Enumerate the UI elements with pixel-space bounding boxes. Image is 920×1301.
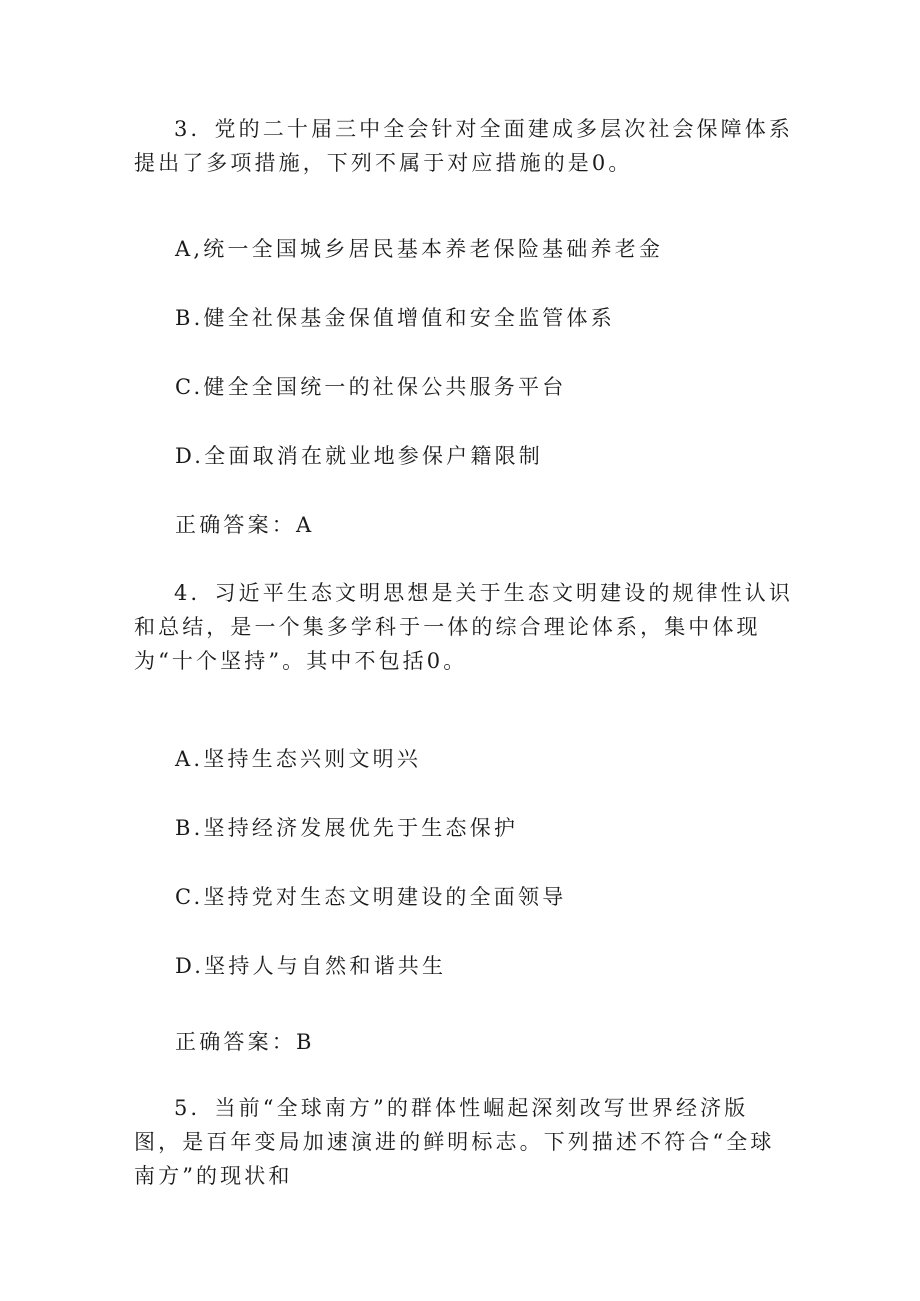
question-4-option-a: A.坚持生态兴则文明兴 <box>175 747 422 771</box>
question-3-option-a: A,统一全国城乡居民基本养老保险基础养老金 <box>175 237 664 261</box>
question-3-answer: 正确答案：A <box>175 513 315 537</box>
question-4-option-c: C.坚持党对生态文明建设的全面领导 <box>175 885 567 909</box>
question-3-stem: 3．党的二十届三中全会针对全面建成多层次社会保障体系提出了多项措施，下列不属于对应措施的是0。 <box>134 117 793 175</box>
question-5-stem: 5．当前“全球南方”的群体性崛起深刻改写世界经济版图，是百年变局加速演进的鲜明标志。下列描述不符合“全球南方”的现状和 <box>134 1096 775 1188</box>
question-4-option-b: B.坚持经济发展优先于生态保护 <box>175 816 519 840</box>
question-3-option-b: B.健全社保基金保值增值和安全监管体系 <box>175 306 615 330</box>
question-3-option-d: D.全面取消在就业地参保户籍限制 <box>175 444 543 468</box>
question-4-answer: 正确答案：B <box>175 1030 315 1054</box>
question-4-option-d: D.坚持人与自然和谐共生 <box>175 954 447 978</box>
question-3-option-c: C.健全全国统一的社保公共服务平台 <box>175 375 567 399</box>
question-4-stem: 4．习近平生态文明思想是关于生态文明建设的规律性认识和总结，是一个集多学科于一体的综合理论体系，集中体现为“十个坚持”。其中不包括0。 <box>134 581 793 673</box>
